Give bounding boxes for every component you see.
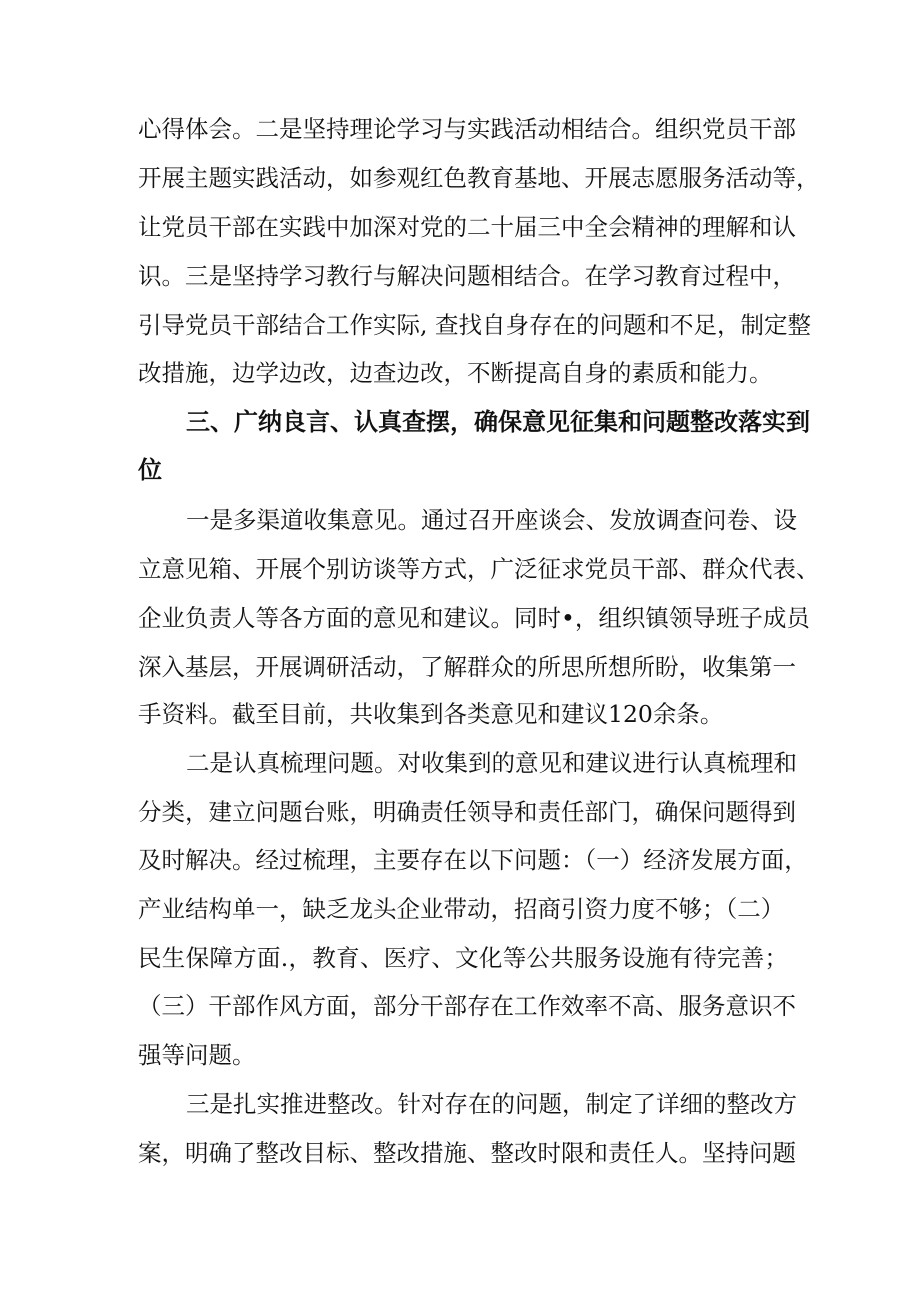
text-line: 引导党员干部结合工作实际, 查找自身存在的问题和不足，制定整 <box>138 311 811 339</box>
text-line: 深入基层，开展调研活动，了解群众的所思所想所盼，收集第一 <box>138 653 796 681</box>
text-line: 让党员干部在实践中加深对党的二十届三中全会精神的理解和认 <box>138 213 796 241</box>
text-line: 手资料。截至目前，共收集到各类意见和建议120余条。 <box>138 700 724 728</box>
text-line: 企业负责人等各方面的意见和建议。同时•，组织镇领导班子成员 <box>138 604 810 632</box>
text-line: 二是认真梳理问题。对收集到的意见和建议进行认真梳理和 <box>186 749 797 777</box>
text-line: （三）干部作风方面，部分干部存在工作效率不高、服务意识不 <box>138 992 796 1020</box>
text-line: 产业结构单一，缺乏龙头企业带动，招商引资力度不够；（二） <box>138 895 785 923</box>
text-line: 强等问题。 <box>138 1041 256 1069</box>
text-line: 一是多渠道收集意见。通过召开座谈会、发放调查问卷、设 <box>186 506 797 534</box>
text-line: 三是扎实推进整改。针对存在的问题，制定了详细的整改方 <box>186 1090 797 1118</box>
text-line: 心得体会。二是坚持理论学习与实践活动相结合。组织党员干部 <box>138 115 796 143</box>
text-line: 识。三是坚持学习教行与解决问题相结合。在学习教育过程中， <box>138 262 796 290</box>
text-line: 案，明确了整改目标、整改措施、整改时限和责任人。坚持问题 <box>138 1139 796 1167</box>
text-line: 分类，建立问题台账，明确责任领导和责任部门，确保问题得到 <box>138 798 796 826</box>
section-heading-continued: 位 <box>138 455 162 484</box>
section-heading: 三、广纳良言、认真查摆，确保意见征集和问题整改落实到 <box>186 407 810 436</box>
text-line: 开展主题实践活动，如参观红色教育基地、开展志愿服务活动等， <box>138 164 820 192</box>
text-line: 立意见箱、开展个别访谈等方式，广泛征求党员干部、群众代表、 <box>138 555 820 583</box>
text-line: 改措施，边学边改，边查边改，不断提高自身的素质和能力。 <box>138 359 773 387</box>
text-line: 及时解决。经过梳理，主要存在以下问题：（一）经济发展方面， <box>138 846 808 874</box>
text-line: 民生保障方面.，教育、医疗、文化等公共服务设施有待完善； <box>138 944 788 972</box>
